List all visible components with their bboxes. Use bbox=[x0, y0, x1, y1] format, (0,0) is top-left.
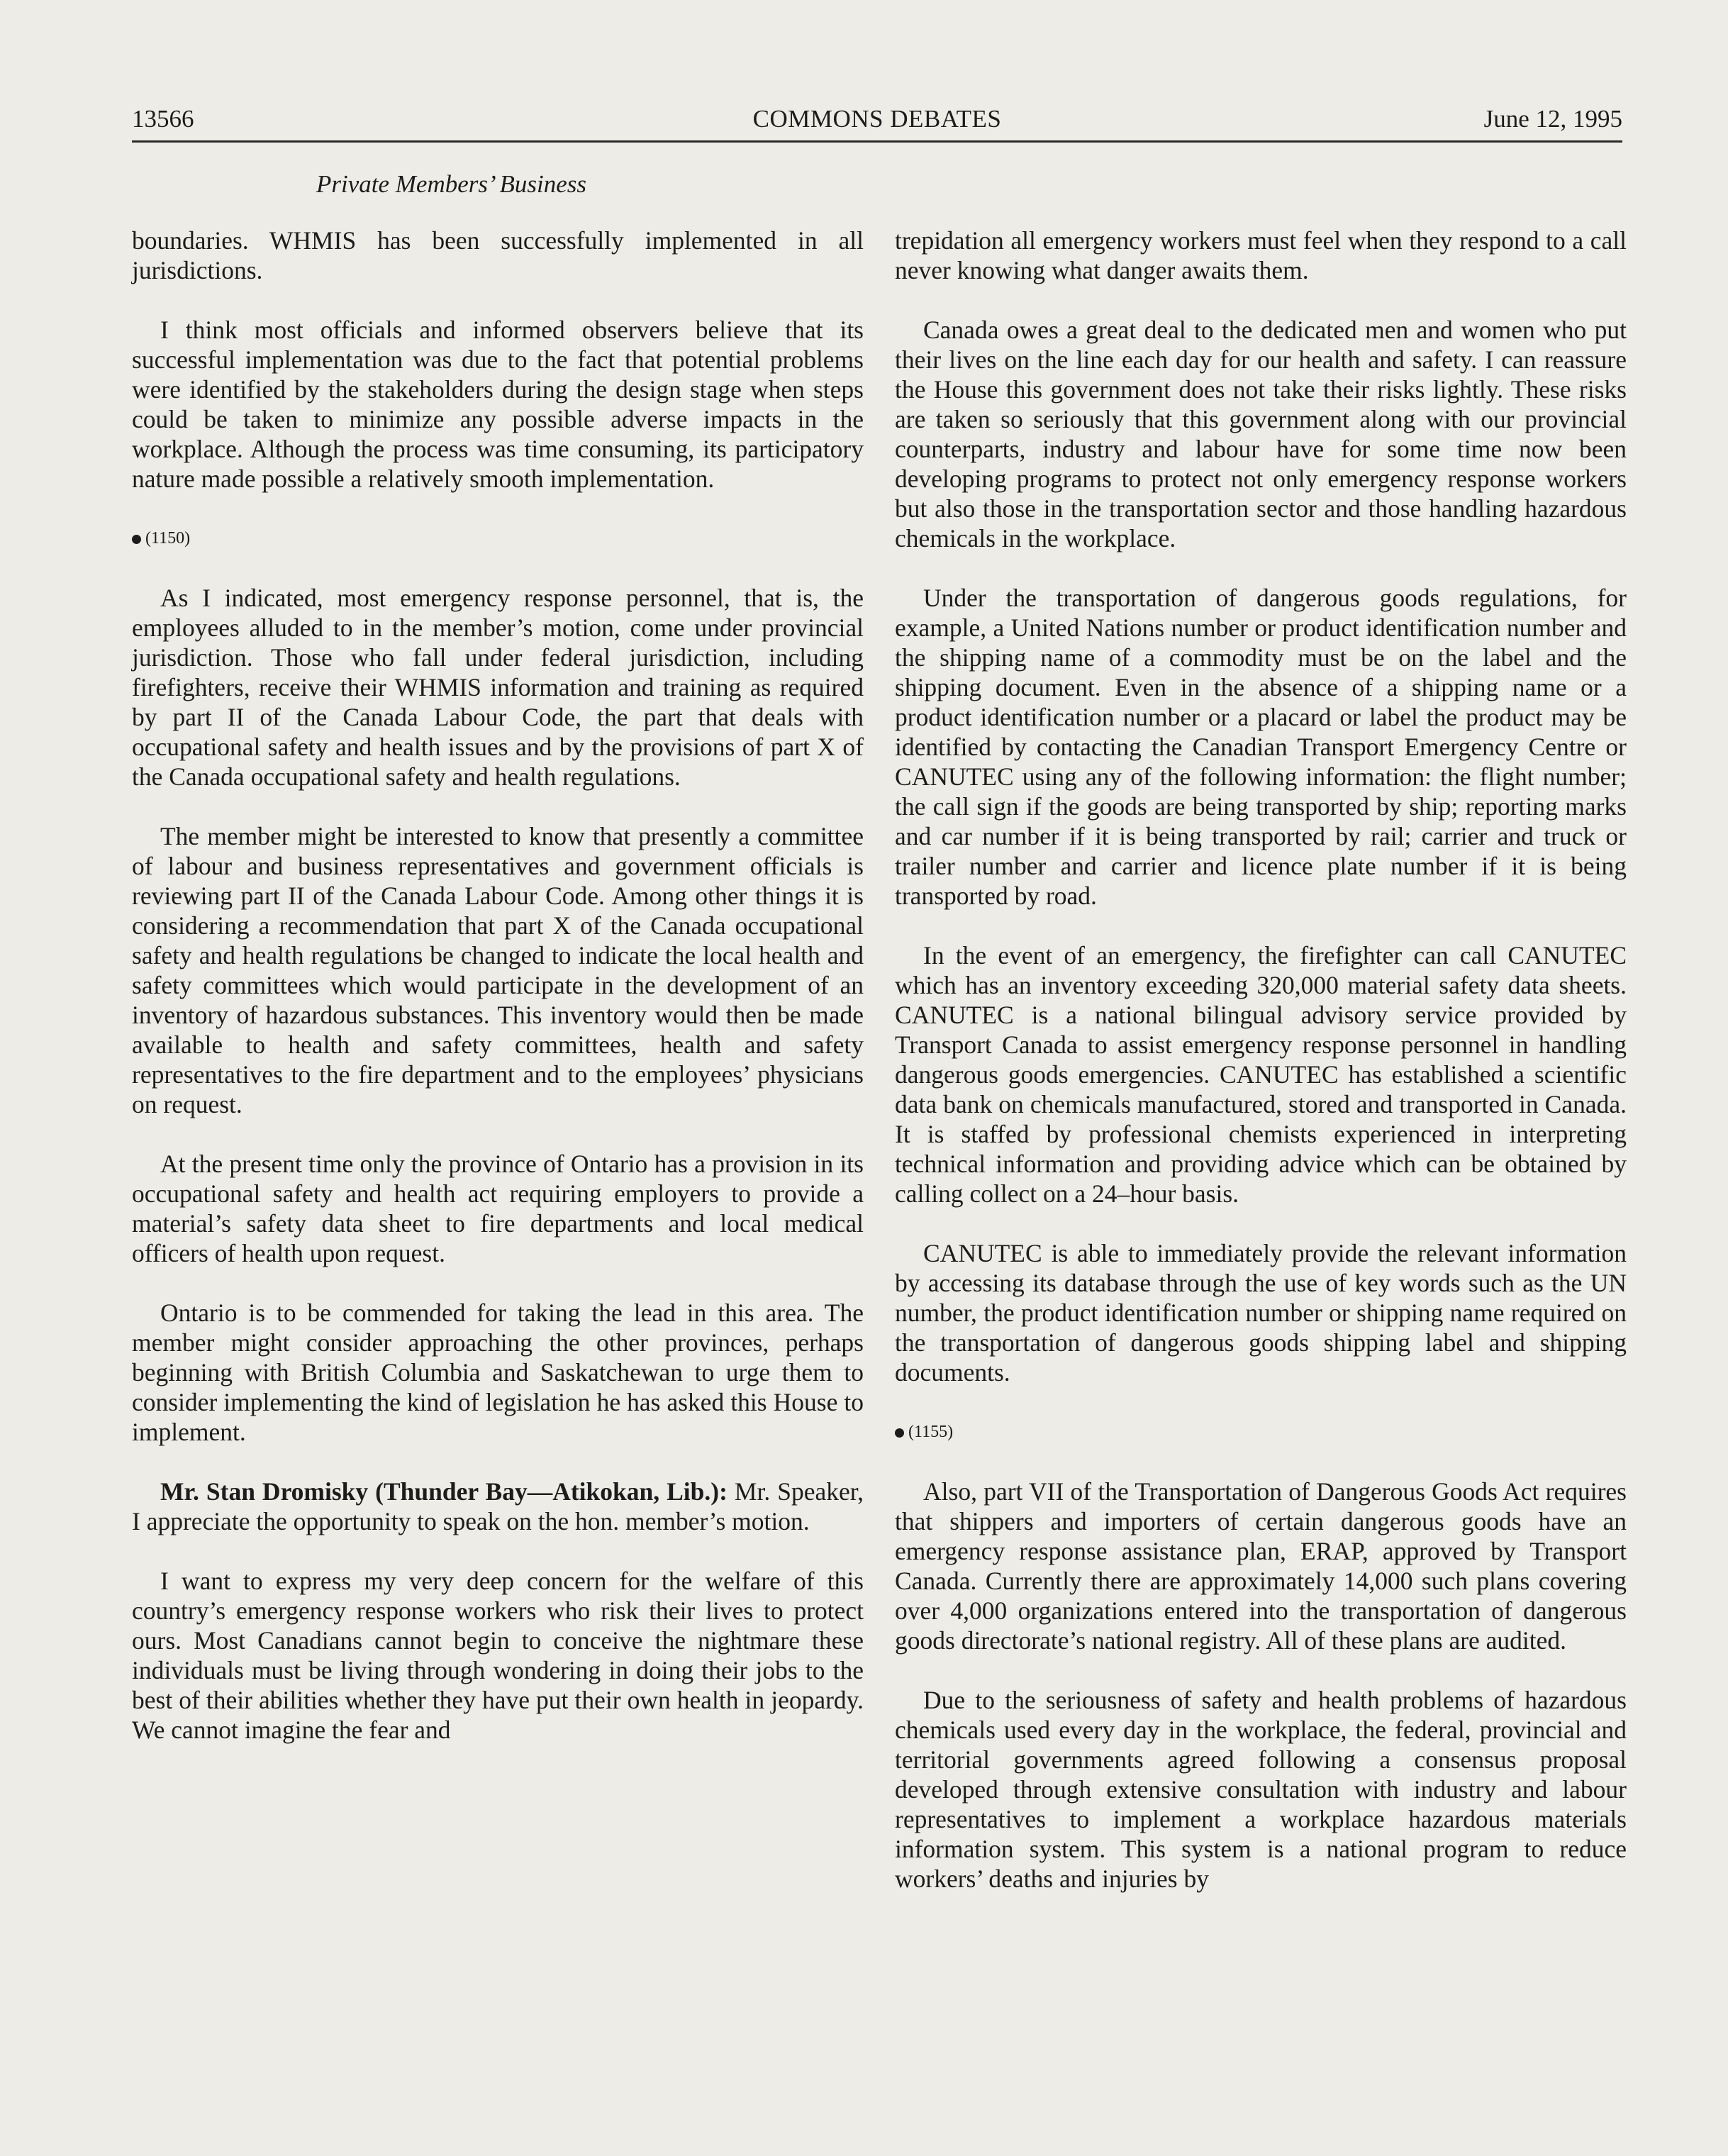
paragraph: I want to express my very deep concern for the welfare of this country’s emergency response workers who risk their lives to protect ours. Most Canadians cannot begin to conceive the nightmare these individuals must be living through wondering in doing their jobs to the best of their abilities whether they have put their own health in jeopardy. We cannot imagine the fear and bbox=[132, 1567, 864, 1744]
header-rule bbox=[132, 140, 1622, 143]
speaker-paragraph bbox=[132, 1477, 864, 1536]
paragraph: The member might be interested to know that presently a committee of labour and business representatives and government officials is reviewing part II of the Canada Labour Code. Among other things it is considering a recommendation that part X of the Canada occupational safety and health regulations be changed to indicate the local health and safety committees which would participate in the development of an inventory of hazardous substances. This inventory would then be made available to health and safety committees, health and safety representatives to the fire department and to the employees’ physicians on request. bbox=[132, 822, 864, 1118]
speaker-name: Mr. Stan Dromisky (Thunder Bay—Atikokan, Lib.): bbox=[160, 1477, 728, 1506]
paragraph: Also, part VII of the Transportation of Dangerous Goods Act requires that shippers and importers of certain dangerous goods have an emergency response assistance plan, ERAP, approved by Transport Canada. Currently there are approximately 14,000 such plans covering over 4,000 organizations entered into the transportation of dangerous goods directorate’s national registry. All of these plans are audited. bbox=[895, 1477, 1627, 1655]
bullet-icon bbox=[132, 535, 141, 544]
page-number: 13566 bbox=[132, 105, 194, 133]
publication-title: COMMONS DEBATES bbox=[752, 105, 1002, 133]
paragraph: trepidation all emergency workers must feel when they respond to a call never knowing what danger awaits them. bbox=[895, 226, 1627, 284]
paragraph: Due to the seriousness of safety and health problems of hazardous chemicals used every day in the workplace, the federal, provincial and territorial governments agreed following a consensus proposal developed through extensive consultation with industry and labour representatives to implement a workplace hazardous materials information system. This system is a national program to reduce workers’ deaths and injuries by bbox=[895, 1686, 1627, 1893]
paragraph: As I indicated, most emergency response personnel, that is, the employees alluded to in the member’s motion, come under provincial jurisdiction. Those who fall under federal jurisdiction, including firefighters, receive their WHMIS information and training as required by part II of the Canada Labour Code, the part that deals with occupational safety and health issues and by the provisions of part X of the Canada occupational safety and health regulations. bbox=[132, 584, 864, 791]
paragraph: Canada owes a great deal to the dedicated men and women who put their lives on the line each day for our health and safety. I can reassure the House this government does not take their risks lightly. These risks are taken so seriously that this government along with our provincial counterparts, industry and labour have for some time now been developing programs to protect not only emergency response workers but also those in the transportation sector and those handling hazardous chemicals in the workplace. bbox=[895, 316, 1627, 552]
time-marker-label: (1150) bbox=[145, 529, 191, 548]
time-marker bbox=[895, 1417, 1627, 1447]
section-title: Private Members’ Business bbox=[316, 170, 587, 198]
time-marker bbox=[132, 523, 864, 553]
paragraph: Ontario is to be commended for taking the lead in this area. The member might consider approaching the other provinces, perhaps beginning with British Columbia and Saskatchewan to urge them to consider implementing the kind of legislation he has asked this House to implement. bbox=[132, 1299, 864, 1446]
paragraph: Under the transportation of dangerous goods regulations, for example, a United Nations number or product identification number and the shipping name of a commodity must be on the label and the shipping document. Even in the absence of a shipping name or a product identification number or a placard or label the product may be identified by contacting the Canadian Transport Emergency Centre or CANUTEC using any of the following information: the flight number; the call sign if the goods are being transported by ship; reporting marks and car number if it is being transported by rail; carrier and truck or trailer number and carrier and licence plate number if it is being transported by road. bbox=[895, 584, 1627, 910]
left-column bbox=[132, 226, 864, 1774]
paragraph: In the event of an emergency, the firefighter can call CANUTEC which has an inventory exceeding 320,000 material safety data sheets. CANUTEC is a national bilingual advisory service provided by Transport Canada to assist emergency response personnel in handling dangerous goods emergencies. CANUTEC has established a scientific data bank on chemicals manufactured, stored and transported in Canada. It is staffed by professional chemists experienced in interpreting technical information and providing advice which can be obtained by calling collect on a 24–hour basis. bbox=[895, 941, 1627, 1208]
page-header bbox=[132, 104, 1622, 140]
paragraph: boundaries. WHMIS has been successfully implemented in all jurisdictions. bbox=[132, 226, 864, 284]
paragraph: I think most officials and informed observers believe that its successful implementation was due to the fact that potential problems were identified by the stakeholders during the design stage when steps could be taken to minimize any possible adverse impacts in the workplace. Although the process was time consuming, its participatory nature made possible a relatively smooth implementation. bbox=[132, 316, 864, 493]
right-column bbox=[895, 226, 1627, 1923]
time-marker-label: (1155) bbox=[908, 1423, 954, 1441]
paragraph: At the present time only the province of Ontario has a provision in its occupational safety and health act requiring employers to provide a material’s safety data sheet to fire departments and local medical officers of health upon request. bbox=[132, 1150, 864, 1267]
speaker-text: Mr. Speaker, I appreciate the opportunity to speak on the hon. member’s motion. bbox=[132, 1477, 864, 1535]
publication-date: June 12, 1995 bbox=[1483, 105, 1622, 133]
paragraph: CANUTEC is able to immediately provide the relevant information by accessing its database through the use of key words such as the UN number, the product identification number or shipping name required on the transportation of dangerous goods shipping label and shipping documents. bbox=[895, 1239, 1627, 1387]
bullet-icon bbox=[895, 1428, 904, 1438]
